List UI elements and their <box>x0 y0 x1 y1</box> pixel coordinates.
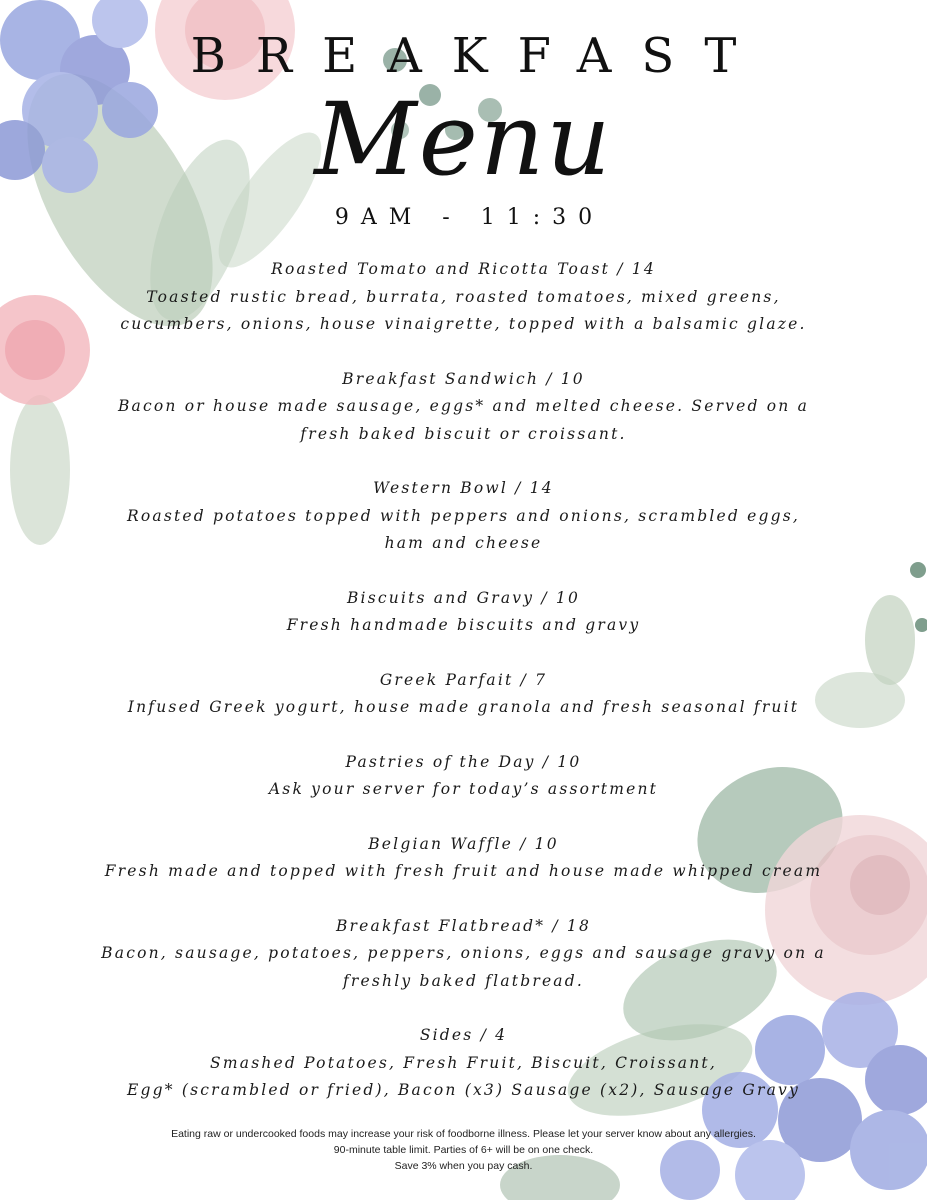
footer-note <box>60 1126 867 1174</box>
menu-item-desc: Fresh made and topped with fresh fruit and house made whipped cream <box>104 862 823 880</box>
menu-item-name: Western Bowl / 14 <box>373 479 554 497</box>
menu-item-desc: ham and cheese <box>384 534 543 552</box>
menu-item <box>80 749 847 804</box>
menu-item-name: Biscuits and Gravy / 10 <box>346 588 581 607</box>
hours-text: 9AM - 11:30 <box>334 205 605 230</box>
menu-items-list <box>80 256 847 1132</box>
menu-item-name: Pastries of the Day / 10 <box>345 752 582 771</box>
menu-title: BREAKFAST <box>190 28 767 84</box>
menu-item <box>80 585 847 640</box>
allergy-notice: Eating raw or undercooked foods may increase your risk of foodborne illness. Please let your server know about any allergies. <box>171 1128 756 1140</box>
menu-item-name: Roasted Tomato and Ricotta Toast / 14 <box>271 260 656 278</box>
menu-item <box>80 667 847 722</box>
table-limit-notice: 90-minute table limit. Parties of 6+ will be on one check. <box>333 1144 594 1156</box>
menu-script-title: Menu <box>314 81 613 198</box>
menu-item <box>80 913 847 996</box>
menu-item-desc: Toasted rustic bread, burrata, roasted tomatoes, mixed greens, <box>146 287 781 306</box>
menu-item-desc: cucumbers, onions, house vinaigrette, topped with a balsamic glaze. <box>120 315 807 333</box>
menu-item-desc: Roasted potatoes topped with peppers and onions, scrambled eggs, <box>126 506 801 525</box>
menu-item-name: Belgian Waffle / 10 <box>368 834 559 853</box>
menu-item <box>80 475 847 558</box>
menu-item <box>80 1022 847 1105</box>
menu-item-desc: freshly baked flatbread. <box>342 971 585 990</box>
menu-item <box>80 256 847 339</box>
cash-discount-notice: Save 3% when you pay cash. <box>394 1160 533 1172</box>
menu-item-desc: Smashed Potatoes, Fresh Fruit, Biscuit, Croissant, <box>210 1053 717 1072</box>
menu-item-name: Breakfast Sandwich / 10 <box>342 369 585 388</box>
menu-item-desc: Bacon or house made sausage, eggs* and melted cheese. Served on a <box>117 397 810 415</box>
menu-item-desc: fresh baked biscuit or croissant. <box>300 424 627 443</box>
menu-item-desc: Bacon, sausage, potatoes, peppers, onions, eggs and sausage gravy on a <box>101 944 826 962</box>
menu-item-desc: Fresh handmade biscuits and gravy <box>286 616 641 634</box>
menu-item <box>80 831 847 886</box>
menu-item-name: Sides / 4 <box>419 1026 508 1044</box>
menu-item <box>80 366 847 449</box>
menu-item-name: Breakfast Flatbread* / 18 <box>335 916 592 935</box>
menu-item-desc: Ask your server for today’s assortment <box>268 780 659 798</box>
menu-item-desc: Infused Greek yogurt, house made granola and fresh seasonal fruit <box>127 698 800 716</box>
menu-item-desc: Egg* (scrambled or fried), Bacon (x3) Sausage (x2), Sausage Gravy <box>127 1081 800 1099</box>
menu-item-name: Greek Parfait / 7 <box>379 670 548 689</box>
